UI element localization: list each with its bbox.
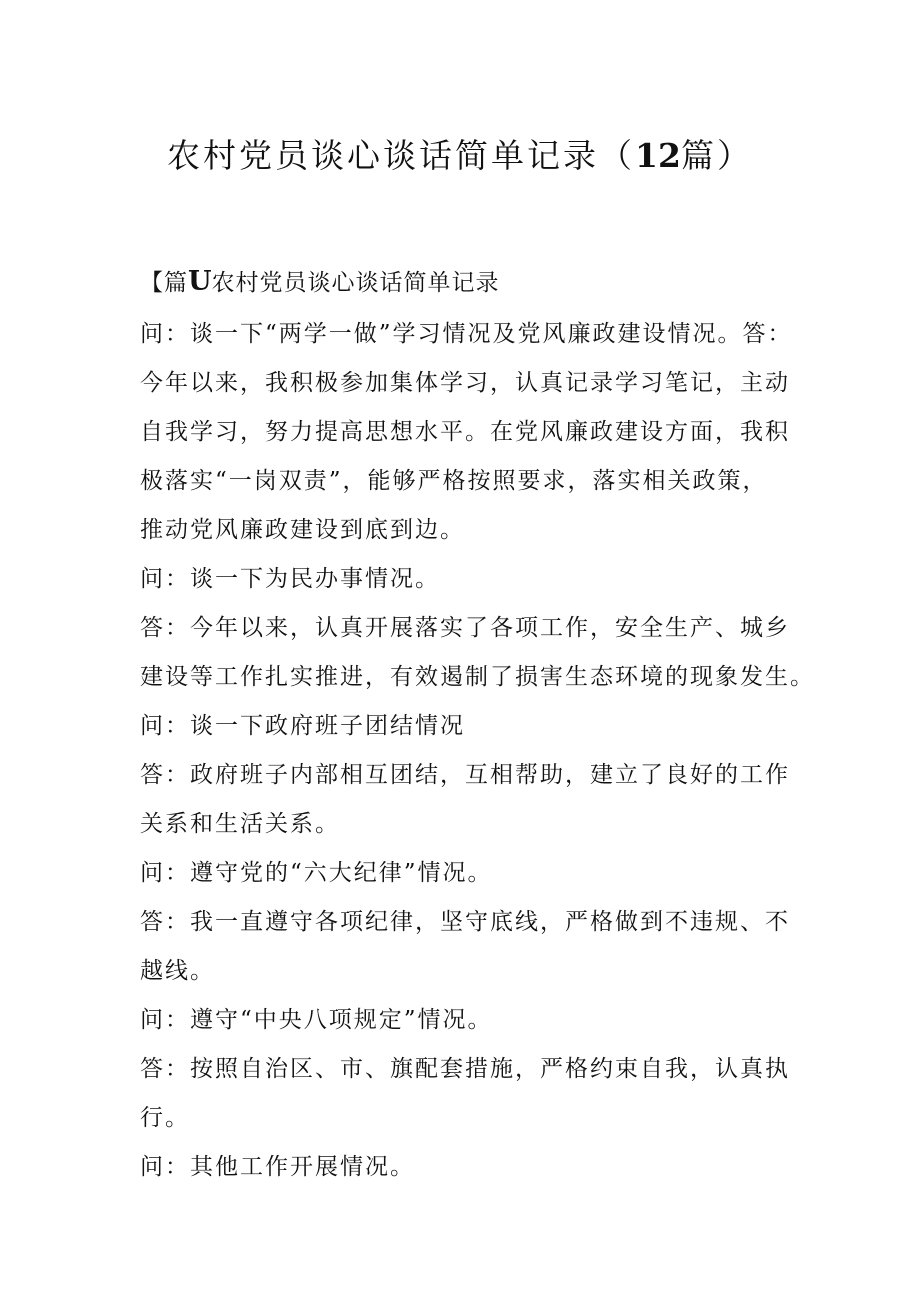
text-line: 答：按照自治区、市、旗配套措施，严格约束自我，认真执 [140, 1056, 790, 1082]
section-mark: U [188, 266, 212, 297]
text-line: 越线。 [140, 958, 215, 984]
text-line: 自我学习，努力提高思想水平。在党风廉政建设方面，我积 [140, 419, 790, 445]
text-line: 问：谈一下“两学一做”学习情况及党风廉政建设情况。答： [140, 321, 793, 347]
section-title: 农村党员谈心谈话简单记录 [211, 270, 500, 296]
text-line: 答：政府班子内部相互团结，互相帮助，建立了良好的工作 [140, 762, 790, 788]
text-line: 建设等工作扎实推进，有效遏制了损害生态环境的现象发生。 [140, 664, 815, 690]
text-line: 问：其他工作开展情况。 [140, 1154, 415, 1180]
text-line: 问：谈一下政府班子团结情况 [140, 713, 465, 739]
body-text [140, 310, 820, 1192]
text-line: 答：我一直遵守各项纪律，坚守底线，严格做到不违规、不 [140, 909, 790, 935]
text-line: 问：遵守党的“六大纪律”情况。 [140, 860, 493, 886]
text-line: 问：遵守“中央八项规定”情况。 [140, 1007, 493, 1033]
section-heading [140, 262, 500, 303]
title-suffix: 篇） [680, 136, 753, 175]
section-bracket: 【篇 [140, 270, 188, 296]
text-line: 问：谈一下为民办事情况。 [140, 566, 440, 592]
text-line: 今年以来，我积极参加集体学习，认真记录学习笔记，主动 [140, 370, 790, 396]
text-line: 关系和生活关系。 [140, 811, 340, 837]
text-line: 极落实“一岗双责”，能够严格按照要求，落实相关政策， [140, 468, 768, 494]
text-line: 推动党风廉政建设到底到边。 [140, 517, 465, 543]
text-line: 答：今年以来，认真开展落实了各项工作，安全生产、城乡 [140, 615, 790, 641]
document-title [0, 130, 920, 182]
title-number: 12 [635, 136, 681, 175]
title-text: 农村党员谈心谈话简单记录（ [167, 136, 636, 175]
text-line: 行。 [140, 1105, 190, 1131]
